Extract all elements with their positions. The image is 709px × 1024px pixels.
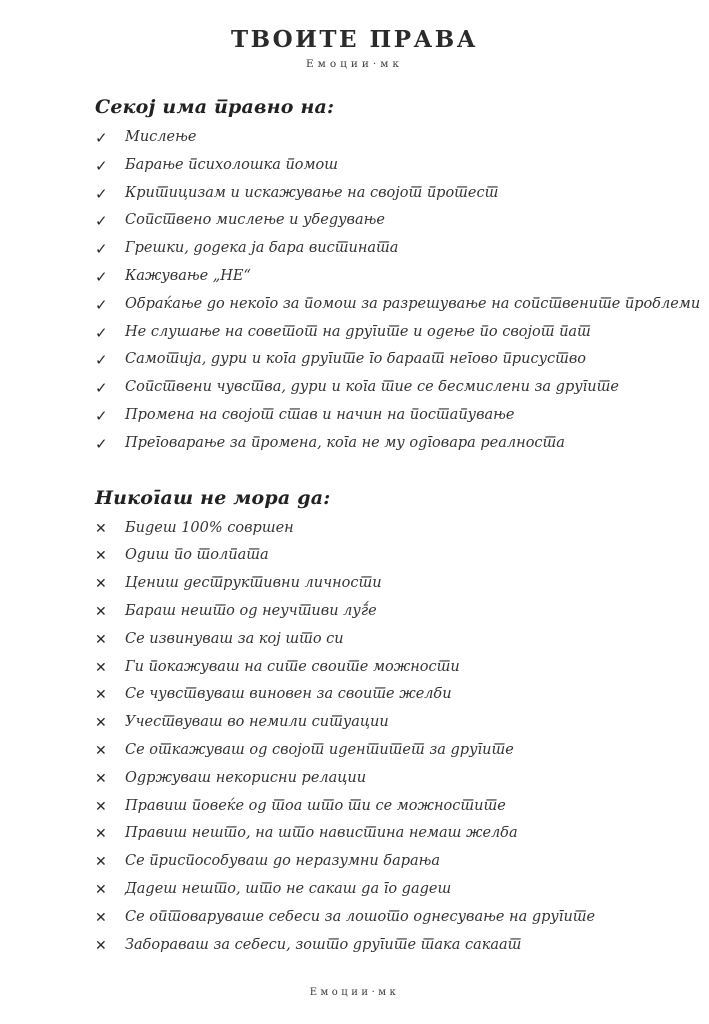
document-header xyxy=(0,26,709,70)
check-icon: ✓ xyxy=(95,212,108,231)
list-item-text: Се приспособуваш до неразумни барања xyxy=(125,853,441,870)
check-icon: ✓ xyxy=(95,406,108,425)
list-item xyxy=(95,907,679,935)
list-item xyxy=(95,518,679,546)
list-item xyxy=(95,433,679,461)
never-have-to-list xyxy=(95,518,679,963)
section-rights xyxy=(95,96,701,461)
brand-subtitle: Емоции·мк xyxy=(306,58,403,70)
list-item-text: Самотија, дури и кога другите го бараат негово присуство xyxy=(125,351,587,368)
list-item xyxy=(95,238,679,266)
list-item xyxy=(95,210,679,238)
list-item xyxy=(95,266,679,294)
list-item-text: Барање психолошка помош xyxy=(125,156,339,173)
list-item xyxy=(95,155,679,183)
list-item-text: Грешки, додека ја бара вистината xyxy=(125,240,399,257)
list-item xyxy=(95,322,679,350)
list-item xyxy=(95,684,679,712)
check-icon: ✓ xyxy=(95,184,108,203)
list-item-text: Кажување „НЕ“ xyxy=(125,267,251,284)
check-icon: ✓ xyxy=(95,156,108,175)
check-icon: ✓ xyxy=(95,295,108,314)
list-item xyxy=(95,349,679,377)
list-item-text: Се оптоваруваше себеси за лошото однесување на другите xyxy=(125,908,596,925)
list-item xyxy=(95,405,679,433)
cross-icon: ✕ xyxy=(95,659,107,676)
list-item-text: Критицизам и искажување на својот протест xyxy=(125,184,499,201)
list-item-text: Цениш деструктивни личности xyxy=(125,575,382,592)
list-item xyxy=(95,629,679,657)
cross-icon: ✕ xyxy=(95,576,107,593)
list-item-text: Заборавaш за себеси, зошто другите така сакаат xyxy=(125,936,522,953)
list-item-text: Правиш повеќе од тоа што ти се можностите xyxy=(125,797,506,814)
list-item xyxy=(95,796,679,824)
cross-icon: ✕ xyxy=(95,909,107,926)
list-item-text: Сопствени чувства, дури и кога тие се бесмислени за другите xyxy=(125,379,619,396)
list-item xyxy=(95,294,701,322)
list-item xyxy=(95,712,679,740)
list-item xyxy=(95,545,679,573)
list-item-text: Не слушање на советот на другите и одење по својот пат xyxy=(125,323,591,340)
check-icon: ✓ xyxy=(95,379,108,398)
list-item-text: Ги покажуваш на сите своите можности xyxy=(125,658,460,675)
check-icon: ✓ xyxy=(95,129,108,147)
cross-icon: ✕ xyxy=(95,603,107,620)
list-item xyxy=(95,183,679,211)
check-icon: ✓ xyxy=(95,434,108,453)
cross-icon: ✕ xyxy=(95,770,107,787)
list-item-text: Бидеш 100% совршен xyxy=(125,519,294,536)
check-icon: ✓ xyxy=(95,323,108,342)
cross-icon: ✕ xyxy=(95,742,107,759)
list-item-text: Одиш по толпата xyxy=(125,547,269,564)
check-icon: ✓ xyxy=(95,351,108,370)
cross-icon: ✕ xyxy=(95,631,107,648)
cross-icon: ✕ xyxy=(95,548,107,565)
list-item xyxy=(95,127,679,155)
list-item-text: Мислење xyxy=(125,129,197,145)
cross-icon: ✕ xyxy=(95,826,107,843)
list-item-text: Сопствено мислење и убедување xyxy=(125,212,385,229)
list-item-text: Учествуваш во немили ситуации xyxy=(125,714,389,731)
rights-list xyxy=(95,127,701,461)
list-item-text: Обраќање до некого за помош за разрешување на сопствените проблеми xyxy=(125,295,701,312)
list-item-text: Промена на својот став и начин на постапување xyxy=(125,406,515,423)
section-rights-heading: Секој има правно на: xyxy=(95,96,335,118)
check-icon: ✓ xyxy=(95,267,108,286)
list-item-text: Дадеш нешто, што не сакаш да го дадеш xyxy=(125,880,452,897)
list-item xyxy=(95,768,679,796)
list-item xyxy=(95,657,679,685)
list-item-text: Се чувствуваш виновен за своите желби xyxy=(125,686,452,703)
check-icon: ✓ xyxy=(95,240,108,259)
list-item xyxy=(95,601,679,629)
list-item xyxy=(95,823,679,851)
cross-icon: ✕ xyxy=(95,798,107,815)
cross-icon: ✕ xyxy=(95,854,107,871)
section-never-have-to xyxy=(95,487,679,963)
cross-icon: ✕ xyxy=(95,687,107,704)
list-item xyxy=(95,851,679,879)
list-item-text: Одржуваш некорисни релации xyxy=(125,769,367,786)
list-item xyxy=(95,377,679,405)
cross-icon: ✕ xyxy=(95,881,107,898)
page-title: ТВОИТЕ ПРАВА xyxy=(231,26,478,53)
cross-icon: ✕ xyxy=(95,715,107,732)
list-item xyxy=(95,573,679,601)
cross-icon: ✕ xyxy=(95,520,107,537)
list-item xyxy=(95,879,679,907)
cross-icon: ✕ xyxy=(95,937,107,954)
list-item-text: Преговарање за промена, кога не му одговара реалноста xyxy=(125,434,565,451)
list-item xyxy=(95,740,679,768)
list-item xyxy=(95,935,679,963)
list-item-text: Правиш нешто, на што навистина немаш желба xyxy=(125,825,518,842)
list-item-text: Се откажуваш од својот идентитет за другите xyxy=(125,741,514,758)
document-content xyxy=(0,96,709,962)
list-item-text: Се извинуваш за кој што си xyxy=(125,630,344,647)
footer-brand: Емоции·мк xyxy=(309,987,400,998)
section-never-have-to-heading: Никогаш не мора да: xyxy=(95,486,331,509)
list-item-text: Бараш нешто од неучтиви луѓе xyxy=(125,602,377,619)
